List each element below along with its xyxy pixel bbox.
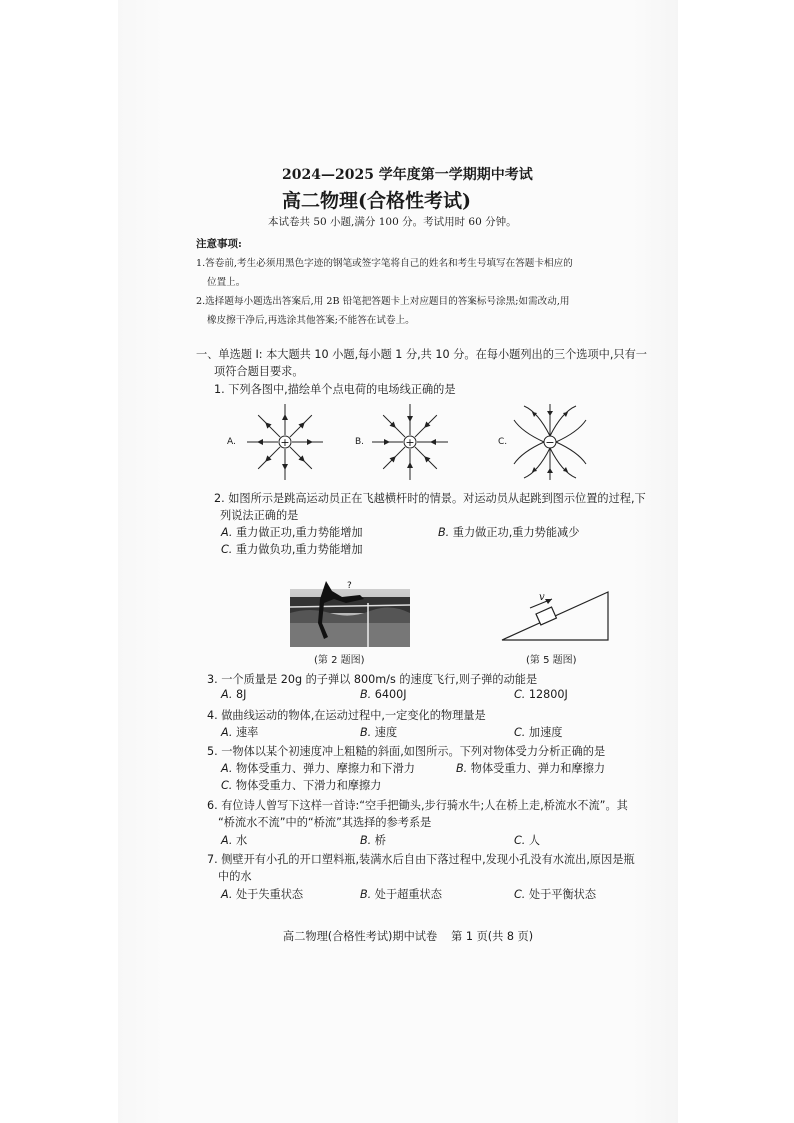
field-lines-figure-b	[370, 402, 450, 482]
field-lines-figure-a	[245, 402, 325, 482]
q6-option-a-letter: A.	[221, 834, 233, 847]
q3-option-a-letter: A.	[221, 688, 233, 701]
q3-option-b-text: 6400J	[371, 688, 407, 701]
q7-option-a-letter: A.	[221, 888, 233, 901]
charge-sign-b: +	[405, 436, 415, 449]
q7-option-b-text: 处于超重状态	[371, 888, 442, 901]
question-6-stem-line-1: 6. 有位诗人曾写下这样一首诗:“空手把锄头,步行骑水牛;人在桥上走,桥流水不流”。其	[207, 799, 628, 812]
q3-option-b-letter: B.	[360, 688, 372, 701]
footer-page-number: 第 1 页(共 8 页)	[451, 930, 534, 943]
curved-line-5	[514, 420, 544, 442]
q2-option-a-text: 重力做正功,重力势能增加	[232, 526, 363, 539]
q2-option-b	[438, 524, 579, 540]
section-1-line-1: 一、单选题 I: 本大题共 10 小题,每小题 1 分,共 10 分。在每小题列出的三个选项中,只有一	[196, 348, 647, 361]
curved-line-3	[524, 448, 550, 478]
curved-line-7	[556, 420, 586, 442]
velocity-label: v	[539, 592, 545, 603]
q5-option-b	[456, 760, 605, 776]
q4-option-c-letter: C.	[514, 726, 526, 739]
field-b-arrow-7	[407, 416, 413, 422]
q2-option-c	[221, 541, 363, 557]
figure-2-caption: (第 2 题图)	[314, 655, 365, 666]
q4-option-b-letter: B.	[360, 726, 372, 739]
q2-option-b-letter: B.	[438, 526, 450, 539]
figure-5-caption: (第 5 题图)	[526, 655, 577, 666]
charge-sign-a: +	[280, 436, 290, 449]
q7-option-c-text: 处于平衡状态	[525, 888, 597, 901]
question-1-stem: 1. 下列各图中,描绘单个点电荷的电场线正确的是	[214, 383, 456, 396]
field-a-arrow-7	[282, 414, 288, 420]
q5-option-a-text: 物体受重力、弹力、摩擦力和下滑力	[232, 762, 415, 775]
q2-option-c-letter: C.	[221, 543, 233, 556]
curved-line-2	[550, 406, 576, 436]
q7-option-b-letter: B.	[360, 888, 372, 901]
q5-option-a-letter: A.	[221, 762, 233, 775]
notice-item-1-line-2: 位置上。	[207, 277, 246, 288]
field-a-arrow-1	[307, 439, 313, 445]
question-4-stem: 4. 做曲线运动的物体,在运动过程中,一定变化的物理量是	[207, 709, 486, 722]
q2-option-b-text: 重力做正功,重力势能减少	[449, 526, 580, 539]
q6-option-b-text: 桥	[371, 834, 386, 847]
q4-option-a	[221, 724, 258, 740]
q2-option-a-letter: A.	[221, 526, 233, 539]
exam-info: 本试卷共 50 小题,满分 100 分。考试用时 60 分钟。	[268, 216, 517, 228]
q4-option-b-text: 速度	[371, 726, 398, 739]
question-7-stem-line-1: 7. 侧壁开有小孔的开口塑料瓶,装满水后自由下落过程中,发现小孔没有水流出,原因是瓶	[207, 853, 635, 866]
photo-ground	[290, 623, 410, 647]
field-lines-figure-c	[510, 402, 590, 482]
q4-option-a-text: 速率	[232, 726, 259, 739]
section-1-line-2: 项符合题目要求。	[214, 365, 304, 378]
q7-option-a-text: 处于失重状态	[232, 888, 304, 901]
arrow-c-5	[547, 411, 553, 416]
curved-line-8	[556, 442, 586, 464]
footer-title: 高二物理(合格性考试)期中试卷	[283, 930, 438, 943]
q7-option-c-letter: C.	[514, 888, 526, 901]
question-6-stem-line-2: “桥流水不流”中的“桥流”其选择的参考系是	[218, 816, 432, 829]
q5-option-c-text: 物体受重力、下滑力和摩擦力	[232, 779, 382, 792]
q6-option-c	[514, 832, 540, 848]
q7-option-a	[221, 886, 303, 902]
q3-option-c-letter: C.	[514, 688, 526, 701]
q6-option-b-letter: B.	[360, 834, 372, 847]
q2-option-a	[221, 524, 363, 540]
curved-line-1	[524, 406, 550, 436]
curved-line-6	[514, 442, 544, 464]
q5-option-b-text: 物体受重力、弹力和摩擦力	[467, 762, 606, 775]
question-3-stem: 3. 一个质量是 20g 的子弹以 800m/s 的速度飞行,则子弹的动能是	[207, 673, 538, 686]
q1-option-a-label: A.	[227, 437, 236, 447]
q6-option-c-letter: C.	[514, 834, 526, 847]
question-2-stem-line-2: 列说法正确的是	[220, 509, 299, 522]
notice-item-1-line-1: 1.答卷前,考生必须用黑色字迹的钢笔或签字笔将自己的姓名和考生号填写在答题卡相应的	[196, 258, 573, 269]
charge-sign-c: −	[545, 436, 555, 449]
photo-question-mark: ?	[347, 581, 352, 591]
high-jump-photo	[290, 579, 410, 647]
question-5-stem: 5. 一物体以某个初速度冲上粗糙的斜面,如图所示。下列对物体受力分析正确的是	[207, 745, 606, 758]
field-a-arrow-5	[257, 439, 263, 445]
q5-option-c-letter: C.	[221, 779, 233, 792]
q3-option-a-text: 8J	[232, 688, 247, 701]
field-a-arrow-3	[282, 464, 288, 470]
q3-option-a	[221, 688, 246, 701]
q6-option-c-text: 人	[525, 834, 541, 847]
notice-item-2-line-2: 橡皮擦干净后,再选涂其他答案;不能答在试卷上。	[207, 315, 415, 326]
q7-option-c	[514, 886, 596, 902]
notice-item-2-line-1: 2.选择题每小题选出答案后,用 2B 铅笔把答题卡上对应题目的答案标号涂黑;如需改动,用	[196, 296, 570, 307]
notice-heading: 注意事项:	[196, 238, 242, 250]
q6-option-a-text: 水	[232, 834, 248, 847]
q3-option-b	[360, 688, 407, 701]
block-on-incline	[536, 607, 556, 625]
exam-title: 2024—2025 学年度第一学期期中考试	[282, 167, 533, 183]
q5-option-b-letter: B.	[456, 762, 468, 775]
incline-diagram	[500, 590, 612, 642]
q4-option-c-text: 加速度	[525, 726, 563, 739]
page-footer	[283, 928, 533, 944]
curved-line-4	[550, 448, 576, 478]
arrow-c-6	[547, 468, 553, 473]
question-7-stem-line-2: 中的水	[218, 870, 252, 883]
q4-option-a-letter: A.	[221, 726, 233, 739]
q7-option-b	[360, 886, 442, 902]
field-b-arrow-1	[430, 439, 436, 445]
question-2-stem-line-1: 2. 如图所示是跳高运动员正在飞越横杆时的情景。对运动员从起跳到图示位置的过程,下	[214, 492, 646, 505]
q1-option-c-label: C.	[498, 437, 508, 447]
q1-option-b-label: B.	[355, 437, 365, 447]
field-b-arrow-3	[407, 462, 413, 468]
subject-title: 高二物理(合格性考试)	[282, 190, 471, 212]
q5-option-c	[221, 777, 381, 793]
q4-option-c	[514, 724, 563, 740]
field-b-arrow-5	[384, 439, 390, 445]
q6-option-b	[360, 832, 386, 848]
q6-option-a	[221, 832, 247, 848]
q5-option-a	[221, 760, 415, 776]
q4-option-b	[360, 724, 397, 740]
q2-option-c-text: 重力做负功,重力势能增加	[232, 543, 363, 556]
q3-option-c-text: 12800J	[525, 688, 568, 701]
q3-option-c	[514, 688, 568, 701]
